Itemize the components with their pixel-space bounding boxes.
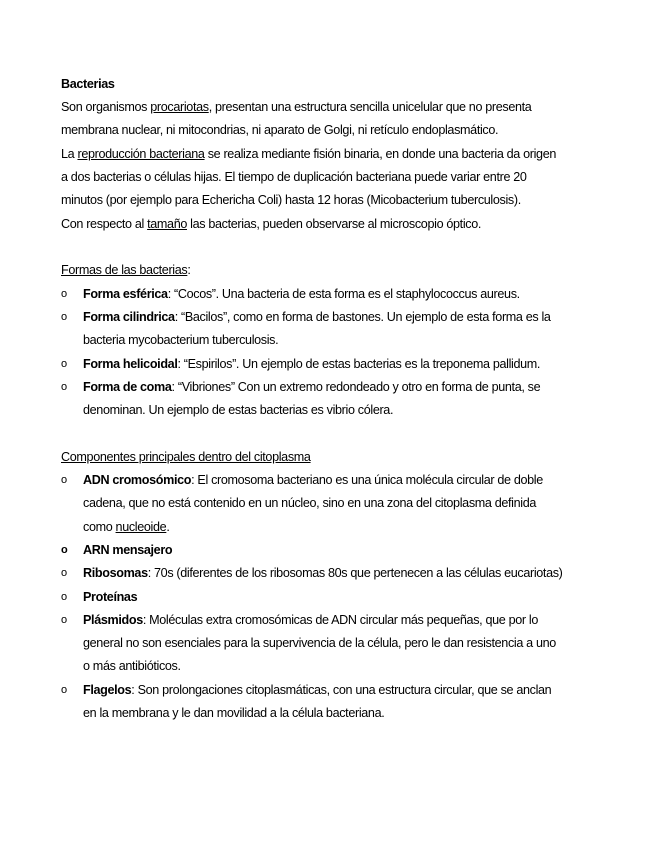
text: Con respecto al (61, 217, 148, 231)
bullet-icon: o (61, 288, 67, 300)
tamano-link[interactable]: tamaño (147, 217, 188, 231)
intro-line-1 (61, 99, 531, 115)
term: Plásmidos (83, 613, 143, 627)
nucleoide-link[interactable]: nucleoide (115, 520, 167, 534)
bullet-icon: o (61, 381, 67, 393)
bullet-icon: o (61, 474, 67, 486)
bullet-icon: o (61, 591, 67, 603)
list-item: Proteínas (83, 590, 138, 604)
text: : “Cocos”. Una bacteria de esta forma es el staphylococcus aureus. (167, 287, 520, 301)
list-item (83, 682, 551, 698)
text: . (166, 520, 170, 534)
bullet-icon: o (61, 614, 67, 626)
text: : “Espirilos”. Un ejemplo de estas bacterias es la treponema pallidum. (177, 357, 541, 371)
list-item-cont: en la membrana y le dan movilidad a la célula bacteriana. (83, 706, 385, 720)
list-item (83, 286, 520, 302)
colon: : (187, 263, 191, 277)
term: Forma esférica (83, 287, 168, 301)
formas-heading (61, 262, 191, 278)
text: , presentan una estructura sencilla unicelular que no presenta (208, 100, 532, 114)
reproduccion-link[interactable]: reproducción bacteriana (77, 147, 205, 161)
bullet-icon: o (61, 358, 67, 370)
list-item-cont: o más antibióticos. (83, 659, 181, 673)
list-item (83, 379, 540, 395)
text: Son organismos (61, 100, 151, 114)
term: Forma cilindrica (83, 310, 175, 324)
intro-line-3 (61, 146, 556, 162)
text: las bacterias, pueden observarse al microscopio óptico. (187, 217, 482, 231)
term: Forma helicoidal (83, 357, 178, 371)
list-item-cont: denominan. Un ejemplo de estas bacterias es vibrio cólera. (83, 403, 394, 417)
term: Flagelos (83, 683, 132, 697)
componentes-heading-text: Componentes principales dentro del citoplasma (61, 450, 311, 464)
formas-heading-text: Formas de las bacterias (61, 263, 188, 277)
componentes-heading (61, 449, 311, 465)
list-item (83, 565, 563, 581)
text: : El cromosoma bacteriano es una única molécula circular de doble (191, 473, 543, 487)
intro-line-2: membrana nuclear, ni mitocondrias, ni aparato de Golgi, ni retículo endoplasmático. (61, 123, 499, 137)
list-item: ARN mensajero (83, 543, 173, 557)
list-item-cont: bacteria mycobacterium tuberculosis. (83, 333, 279, 347)
list-item (83, 472, 543, 488)
intro-line-4: a dos bacterias o células hijas. El tiempo de duplicación bacteriana puede variar entre 20 (61, 170, 527, 184)
bullet-icon: o (61, 544, 68, 556)
bullet-icon: o (61, 567, 67, 579)
text: : “Bacilos”, como en forma de bastones. Un ejemplo de esta forma es la (174, 310, 551, 324)
intro-line-6 (61, 216, 481, 232)
term: Ribosomas (83, 566, 148, 580)
text: : “Vibriones” Con un extremo redondeado y otro en forma de punta, se (171, 380, 541, 394)
list-item (83, 356, 540, 372)
text: : 70s (diferentes de los ribosomas 80s que pertenecen a las células eucariotas) (147, 566, 563, 580)
list-item-cont: general no son esenciales para la supervivencia de la célula, pero le dan resistencia a uno (83, 636, 556, 650)
term: ADN cromosómico (83, 473, 192, 487)
intro-line-5: minutos (por ejemplo para Echericha Coli) hasta 12 horas (Micobacterium tuberculosis). (61, 193, 521, 207)
bullet-icon: o (61, 311, 67, 323)
list-item-cont (83, 519, 169, 535)
procariotas-link[interactable]: procariotas (150, 100, 209, 114)
list-item-cont: cadena, que no está contenido en un núcleo, sino en una zona del citoplasma definida (83, 496, 537, 510)
text: : Son prolongaciones citoplasmáticas, con una estructura circular, que se anclan (131, 683, 552, 697)
bullet-icon: o (61, 684, 67, 696)
page-title: Bacterias (61, 77, 115, 91)
term: Forma de coma (83, 380, 172, 394)
text: se realiza mediante fisión binaria, en donde una bacteria da origen (204, 147, 557, 161)
text: como (83, 520, 116, 534)
text: : Moléculas extra cromosómicas de ADN circular más pequeñas, que por lo (142, 613, 538, 627)
text: La (61, 147, 78, 161)
list-item (83, 309, 551, 325)
list-item (83, 612, 538, 628)
